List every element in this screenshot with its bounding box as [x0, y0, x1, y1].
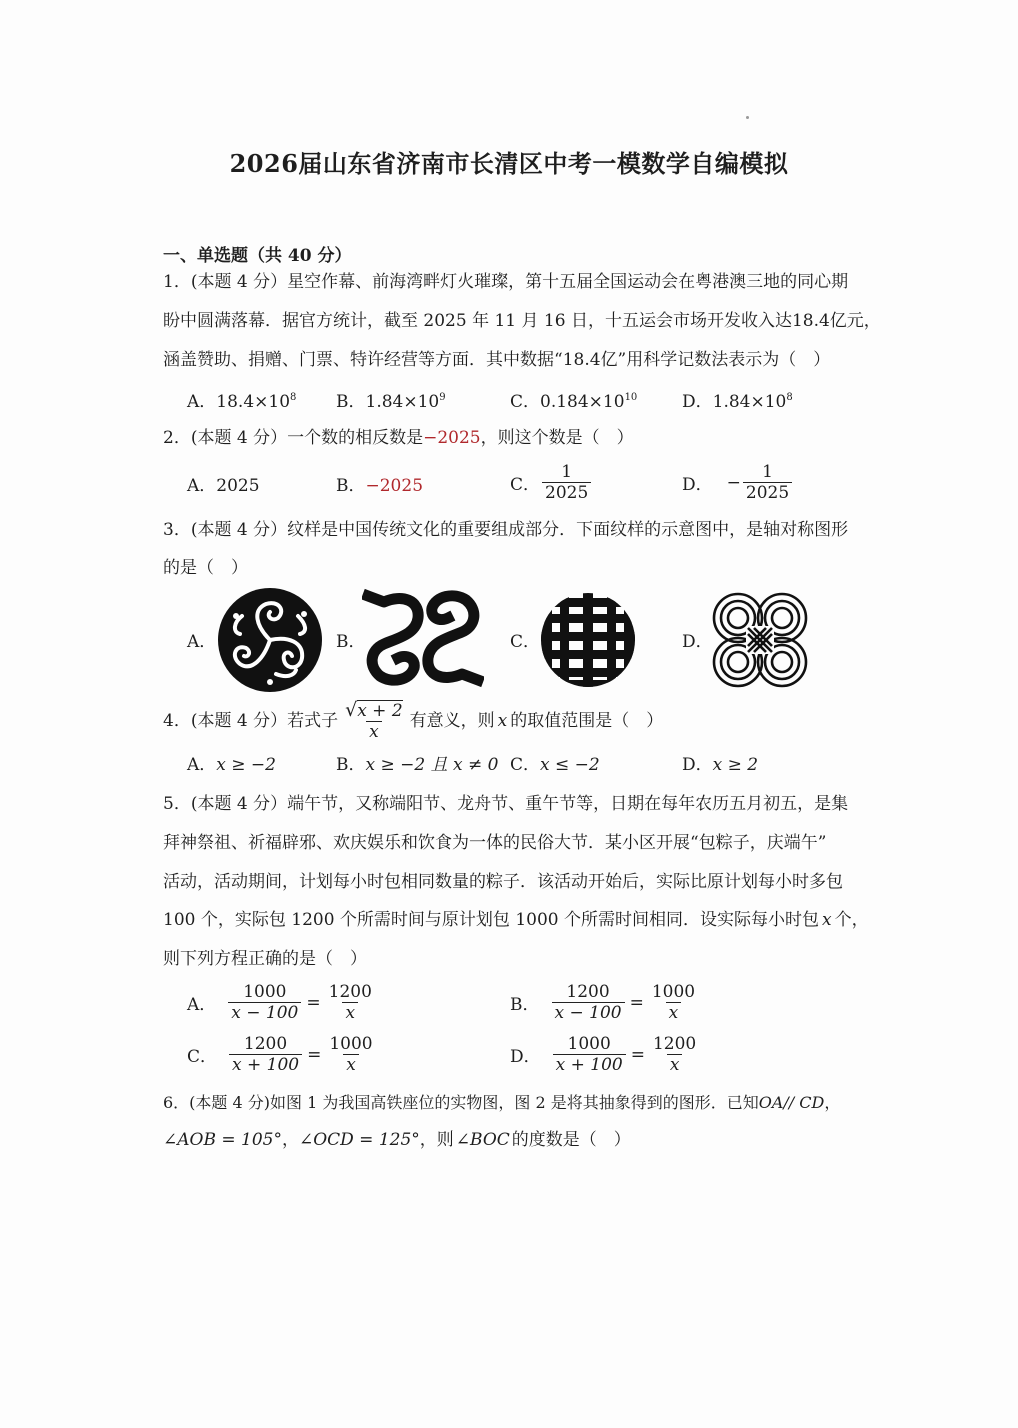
option-value: x ≥ −2 且 x ≠ 0 — [365, 755, 499, 775]
q6-line-2 — [163, 1130, 631, 1150]
q1-line-3: 涵盖赞助、捐赠、门票、特许经营等方面．其中数据“18.4亿”用科学记数法表示为（ ） — [163, 350, 831, 370]
interlocked-s-pattern — [362, 588, 484, 688]
denominator: 2025 — [743, 482, 792, 503]
denominator: x — [342, 1002, 358, 1023]
q2-option-a — [187, 476, 260, 496]
left-fraction — [553, 1034, 626, 1075]
q1-option-a — [187, 392, 296, 412]
equals-sign: = — [629, 992, 644, 1013]
exponent: 10 — [624, 392, 638, 403]
fraction — [542, 462, 591, 503]
q1-option-d — [682, 392, 793, 412]
comma: ， — [281, 1130, 299, 1150]
endless-knot-pattern — [710, 590, 810, 690]
option-label: D． — [682, 755, 713, 775]
option-label: A． — [187, 995, 217, 1015]
q4-option-d — [682, 755, 758, 775]
q4-option-a — [187, 755, 276, 775]
option-label: B． — [510, 995, 540, 1015]
right-fraction — [649, 982, 698, 1023]
q3-line-2: 的是（ ） — [163, 558, 248, 578]
denominator: 2025 — [542, 482, 591, 503]
numerator: 1000 — [567, 1034, 611, 1054]
q5-option-d — [510, 1034, 701, 1075]
speck — [746, 116, 749, 119]
q5-option-b — [510, 982, 700, 1023]
option-label: A． — [187, 392, 217, 412]
comma: ， — [824, 1093, 841, 1112]
denominator: x — [666, 1002, 682, 1023]
q5-line-1: 5．(本题 4 分）端午节，又称端阳节、龙舟节、重午节等，日期在每年农历五月初五，是集 — [163, 794, 849, 814]
numerator: 1200 — [652, 1034, 697, 1054]
angle-aob: ∠AOB = 105° — [163, 1130, 282, 1150]
numerator: 1 — [561, 462, 573, 482]
q1-option-b — [336, 392, 446, 412]
q5-line-2: 拜神祭祖、祈福辟邪、欢庆娱乐和饮食为一体的民俗大节．某小区开展“包粽子，庆端午” — [163, 833, 827, 853]
q4-prefix: 4．(本题 4 分）若式子 — [163, 711, 339, 731]
parallel-condition: OA// CD — [758, 1093, 825, 1112]
option-label: C． — [187, 1047, 218, 1067]
q1-line-2: 盼中圆满落幕．据官方统计，截至 2025 年 11 月 16 日，十五运会市场开发收入达18.4亿元， — [163, 311, 881, 331]
equals-sign: = — [307, 1044, 322, 1065]
denominator: x + 100 — [229, 1054, 302, 1075]
section-heading: 一、单选题（共 40 分） — [163, 246, 352, 266]
option-value: 1.84×10 — [365, 392, 440, 412]
exponent: 9 — [439, 392, 446, 403]
right-fraction — [326, 1034, 375, 1075]
variable-x: x — [497, 711, 508, 731]
equals-sign: = — [630, 1044, 645, 1065]
denominator: x − 100 — [552, 1002, 625, 1023]
left-fraction — [229, 1034, 302, 1075]
numerator: 1200 — [566, 982, 610, 1002]
equals-sign: = — [306, 992, 321, 1013]
angle-boc: ∠BOC — [455, 1130, 510, 1150]
q2-option-d — [682, 462, 794, 503]
double-happiness-pattern — [540, 592, 636, 688]
option-label: B． — [336, 476, 366, 496]
option-label: A． — [187, 476, 217, 496]
q6-line-1 — [163, 1093, 840, 1113]
q2-suffix: ，则这个数是（ ） — [480, 428, 634, 448]
q4-mid: 有意义，则 — [409, 711, 495, 731]
option-value: 18.4×10 — [216, 392, 291, 412]
q3-line-1: 3．(本题 4 分）纹样是中国传统文化的重要组成部分．下面纹样的示意图中，是轴对称图形 — [163, 520, 849, 540]
page-title: 2026届山东省济南市长清区中考一模数学自编模拟 — [229, 149, 789, 178]
q4-line — [163, 700, 663, 742]
q6-tail: 的度数是（ ） — [511, 1130, 631, 1150]
q2-option-b — [336, 476, 423, 496]
option-value: 0.184×10 — [540, 392, 625, 412]
option-label: A． — [187, 755, 217, 775]
option-value: 2025 — [216, 476, 260, 496]
minus-sign: − — [726, 472, 741, 493]
q2-option-c — [510, 462, 593, 503]
denominator: x − 100 — [228, 1002, 301, 1023]
q5-line-3: 活动，活动期间，计划每小时包相同数量的粽子．该活动开始后，实际比原计划每小时多包 — [163, 872, 843, 892]
option-label: C． — [510, 392, 541, 412]
denominator: x — [366, 721, 382, 742]
q1-line-1: 1．(本题 4 分）星空作幕、前海湾畔灯火璀璨，第十五届全国运动会在粤港澳三地的同心期 — [163, 272, 849, 292]
q5-option-c — [187, 1034, 378, 1075]
numerator: √x + 2 — [345, 699, 403, 721]
denominator: x + 100 — [553, 1054, 626, 1075]
q6-text: 6．(本题 4 分)如图 1 为我国高铁座位的实物图，图 2 是将其抽象得到的图形．已知 — [163, 1093, 759, 1112]
q2-value: −2025 — [423, 428, 481, 448]
denominator: x — [667, 1054, 683, 1075]
q3-label-a: A． — [187, 632, 217, 652]
q3-label-b: B． — [336, 632, 366, 652]
q5-line-5: 则下列方程正确的是（ ） — [163, 949, 367, 969]
option-value: −2025 — [365, 476, 424, 496]
q5-line-4-tail: 个， — [834, 910, 869, 930]
exponent: 8 — [786, 392, 793, 403]
fraction — [743, 462, 792, 503]
numerator: 1 — [762, 462, 773, 482]
numerator: 1000 — [243, 982, 287, 1002]
option-label: D． — [510, 1047, 541, 1067]
option-label: C． — [510, 755, 541, 775]
denominator: x — [343, 1054, 359, 1075]
left-fraction — [552, 982, 625, 1023]
numerator: 1000 — [651, 982, 696, 1002]
option-label: D． — [682, 392, 713, 412]
q4-option-c — [510, 755, 600, 775]
q2-line — [163, 428, 634, 448]
radical-fraction — [342, 700, 406, 742]
q5-line-4 — [163, 910, 869, 930]
option-label: B． — [336, 755, 366, 775]
q5-line-4-text: 100 个，实际包 1200 个所需时间与原计划包 1000 个所需时间相同．设实际每小时包 — [163, 910, 819, 930]
angle-ocd: ∠OCD = 125° — [298, 1130, 420, 1150]
q4-option-b — [336, 755, 498, 775]
cloud-medallion-pattern — [216, 586, 324, 694]
radicand: x + 2 — [357, 701, 403, 721]
right-fraction — [326, 982, 375, 1023]
q4-suffix: 的取值范围是（ ） — [510, 711, 664, 731]
option-label: D． — [682, 475, 713, 495]
numerator: 1200 — [243, 1034, 288, 1054]
option-label: B． — [336, 392, 366, 412]
exponent: 8 — [290, 392, 297, 403]
option-value: x ≥ 2 — [712, 755, 759, 775]
q3-label-d: D． — [682, 632, 713, 652]
numerator: 1200 — [328, 982, 372, 1002]
q5-option-a — [187, 982, 377, 1023]
q6-mid: ，则 — [419, 1130, 454, 1150]
left-fraction — [228, 982, 301, 1023]
numerator: 1000 — [329, 1034, 373, 1054]
option-value: x ≥ −2 — [216, 755, 276, 775]
right-fraction — [650, 1034, 699, 1075]
option-value: 1.84×10 — [712, 392, 787, 412]
q3-label-c: C． — [510, 632, 541, 652]
q1-option-c — [510, 392, 637, 412]
q2-prefix: 2．(本题 4 分）一个数的相反数是 — [163, 428, 424, 448]
variable-x: x — [822, 910, 832, 930]
option-label: C． — [510, 475, 541, 495]
option-value: x ≤ −2 — [540, 755, 600, 775]
